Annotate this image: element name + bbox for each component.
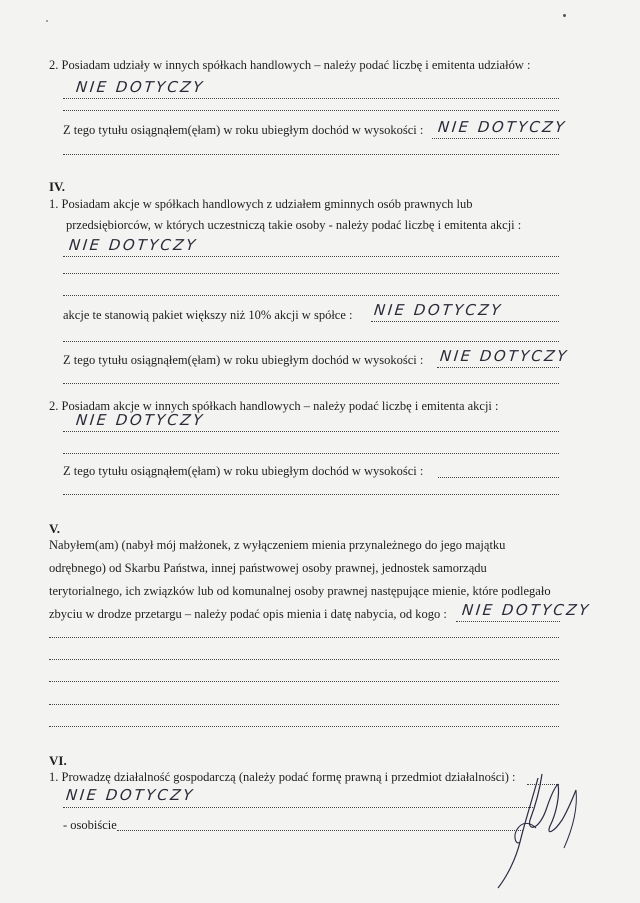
answer-line bbox=[432, 138, 559, 139]
answer-line bbox=[456, 621, 560, 622]
answer-line bbox=[49, 659, 559, 660]
sec4-item1-line1: 1. Posiadam akcje w spółkach handlowych z udziałem gminnych osób prawnych lub bbox=[49, 197, 473, 211]
answer-line bbox=[63, 110, 559, 111]
answer-line bbox=[438, 477, 559, 478]
sec6-personal-label: - osobiście bbox=[63, 818, 117, 832]
sec4-item2-answer: NIE DOTYCZY bbox=[75, 411, 206, 429]
sec4-item2-question: 2. Posiadam akcje w innych spółkach handlowych – należy podać liczbę i emitenta akcji : bbox=[49, 399, 499, 413]
answer-line bbox=[63, 383, 559, 384]
section-heading-iv: IV. bbox=[49, 179, 66, 194]
answer-line bbox=[437, 367, 559, 368]
answer-line bbox=[371, 321, 559, 322]
answer-line bbox=[117, 830, 523, 831]
sec5-answer: NIE DOTYCZY bbox=[461, 601, 592, 619]
sec6-item1: 1. Prowadzę działalność gospodarczą (należy podać formę prawną i przedmiot działalności) : bbox=[49, 770, 516, 784]
answer-line bbox=[63, 273, 559, 274]
sec4-item1-answer: NIE DOTYCZY bbox=[68, 236, 199, 254]
sec3-item2-answer: NIE DOTYCZY bbox=[75, 78, 206, 96]
answer-line bbox=[63, 807, 533, 808]
scan-speck bbox=[563, 14, 566, 17]
sec6-answer: NIE DOTYCZY bbox=[65, 786, 196, 804]
sec3-item2-income-label: Z tego tytułu osiągnąłem(ęłam) w roku ubiegłym dochód w wysokości : bbox=[63, 123, 424, 137]
answer-line bbox=[63, 341, 559, 342]
answer-line bbox=[63, 295, 559, 296]
section-heading-v: V. bbox=[49, 521, 60, 536]
sec4-stake-answer: NIE DOTYCZY bbox=[373, 301, 504, 319]
answer-line bbox=[63, 154, 559, 155]
handwritten-signature bbox=[480, 770, 590, 895]
sec5-line3: terytorialnego, ich związków lub od komunalnej osoby prawnej następujące mienie, które podlegało bbox=[49, 584, 551, 598]
answer-line bbox=[49, 704, 559, 705]
answer-line bbox=[63, 98, 559, 99]
answer-line bbox=[63, 431, 559, 432]
sec5-line4: zbyciu w drodze przetargu – należy podać opis mienia i datę nabycia, od kogo : bbox=[49, 607, 447, 621]
sec5-line2: odrębnego) od Skarbu Państwa, innej państwowej osoby prawnej, jednostek samorządu bbox=[49, 561, 487, 575]
sec4-income-label: Z tego tytułu osiągnąłem(ęłam) w roku ubiegłym dochód w wysokości : bbox=[63, 353, 424, 367]
answer-line bbox=[63, 494, 559, 495]
sec4-item2-income-label: Z tego tytułu osiągnąłem(ęłam) w roku ubiegłym dochód w wysokości : bbox=[63, 464, 424, 478]
sec3-item2-question: 2. Posiadam udziały w innych spółkach handlowych – należy podać liczbę i emitenta udziałów : bbox=[49, 58, 531, 72]
sec4-item1-line2: przedsiębiorców, w których uczestniczą takie osoby - należy podać liczbę i emitenta akcji : bbox=[66, 218, 522, 232]
answer-line bbox=[49, 681, 559, 682]
section-heading-vi: VI. bbox=[49, 753, 67, 768]
sec4-stake-label: akcje te stanowią pakiet większy niż 10% akcji w spółce : bbox=[63, 308, 353, 322]
answer-line bbox=[63, 256, 559, 257]
sec3-item2-income-answer: NIE DOTYCZY bbox=[437, 118, 568, 136]
answer-line bbox=[49, 637, 559, 638]
answer-line bbox=[63, 453, 559, 454]
scan-speck bbox=[46, 20, 48, 22]
sec4-income-answer: NIE DOTYCZY bbox=[439, 347, 570, 365]
sec5-line1: Nabyłem(am) (nabył mój małżonek, z wyłączeniem mienia przynależnego do jego majątku bbox=[49, 538, 506, 552]
answer-line bbox=[49, 726, 559, 727]
